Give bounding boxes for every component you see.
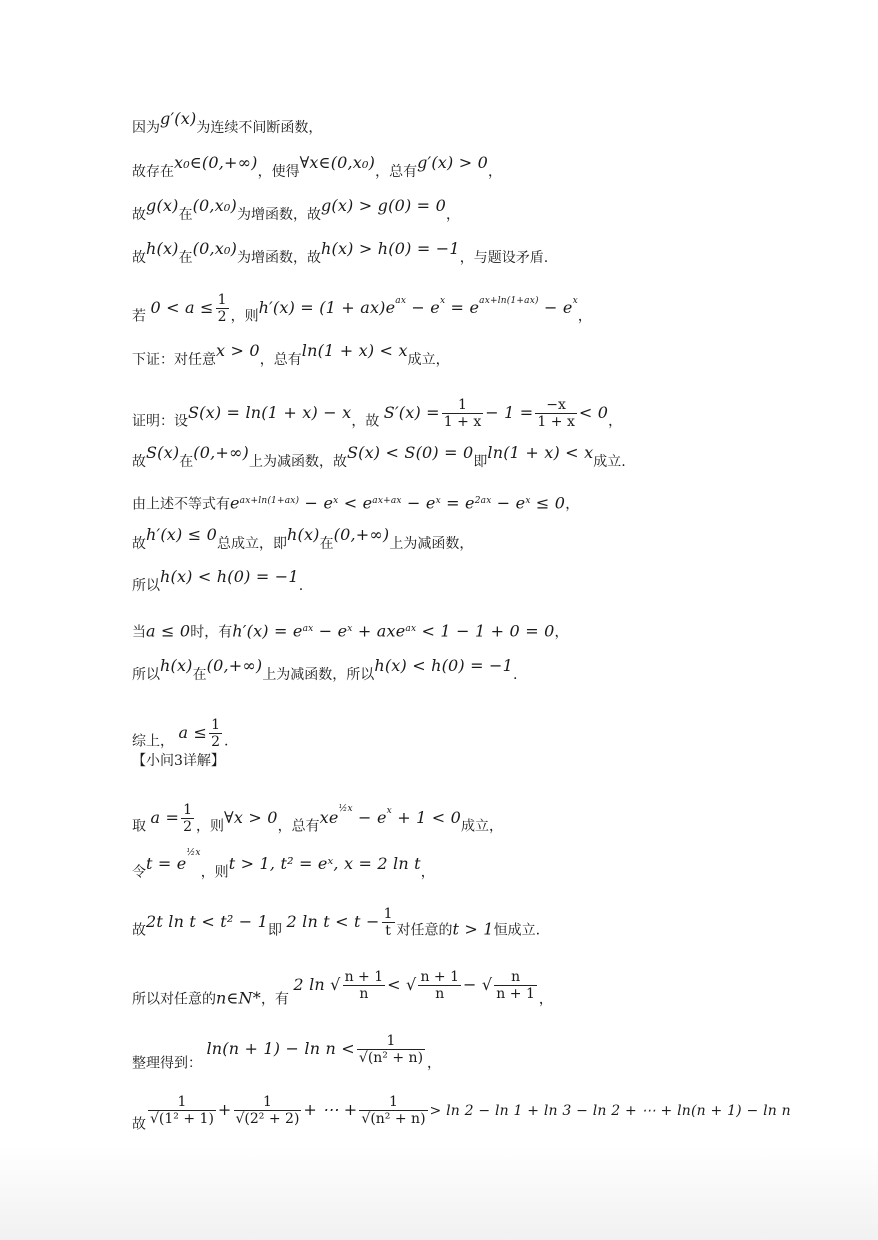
text: 在 xyxy=(192,667,207,683)
formula: − e xyxy=(491,493,526,513)
formula: + ⋯ + xyxy=(303,1099,358,1119)
text: 为增函数，故 xyxy=(237,250,322,266)
denominator: 2 xyxy=(183,819,193,835)
line-6 xyxy=(132,341,858,369)
text: ， xyxy=(554,624,569,641)
formula: x₀∈(0,+∞) xyxy=(174,153,258,172)
formula: − e xyxy=(313,621,348,641)
text: . xyxy=(224,733,229,750)
formula: S′(x) = xyxy=(383,402,440,422)
text: 成立， xyxy=(407,352,450,368)
exponent: x xyxy=(333,496,339,506)
denominator: n + 1 xyxy=(496,986,535,1002)
line-15 xyxy=(132,752,858,770)
formula: − e xyxy=(538,297,573,317)
exponent: x xyxy=(347,624,353,634)
line-2 xyxy=(132,153,858,181)
text: 在 xyxy=(178,250,193,266)
exponent: x xyxy=(386,805,392,816)
text: 若 xyxy=(132,308,146,325)
numerator: 1 xyxy=(217,292,227,308)
line-21 xyxy=(132,1094,858,1141)
fraction xyxy=(382,906,395,939)
formula: ∀x∈(0,x₀) xyxy=(299,153,376,172)
formula: < 1 − 1 + 0 = 0 xyxy=(416,621,555,641)
denominator: 2 xyxy=(211,734,221,750)
text: ， xyxy=(565,496,580,513)
text: ，则 xyxy=(230,308,259,325)
fraction xyxy=(442,397,483,430)
fraction xyxy=(357,1033,425,1066)
line-10 xyxy=(132,525,858,553)
formula: < 0 xyxy=(578,402,609,422)
text: 故 xyxy=(132,922,146,939)
line-1 xyxy=(132,109,858,137)
exponent: ax xyxy=(395,295,407,306)
formula: + 1 < 0 xyxy=(391,807,462,827)
text: ，使得 xyxy=(257,164,300,180)
text: ，则 xyxy=(196,818,225,835)
numerator: 1 xyxy=(442,397,483,414)
text: 上为减函数， xyxy=(389,536,474,552)
formula: − 1 = xyxy=(485,402,534,422)
text: ， xyxy=(420,864,435,881)
text: 令 xyxy=(132,864,146,881)
fraction xyxy=(359,1094,427,1127)
line-18 xyxy=(132,906,858,947)
formula: e xyxy=(230,493,240,513)
text: ， xyxy=(445,207,460,223)
text: 所以对任意的 xyxy=(132,991,216,1008)
text: 因为 xyxy=(132,120,160,136)
text: ， xyxy=(608,413,623,430)
text: ，则 xyxy=(200,864,229,881)
formula: a ≤ xyxy=(178,722,208,742)
formula: n∈N* xyxy=(216,988,261,1008)
text: 上为减函数，所以 xyxy=(262,667,375,683)
numerator: 1 xyxy=(234,1094,302,1111)
denominator: t xyxy=(385,923,391,939)
text: 整理得到： xyxy=(132,1055,202,1072)
fraction xyxy=(234,1094,302,1127)
formula: h(x) xyxy=(146,239,179,258)
formula: ln(1 + x) < x xyxy=(301,341,408,360)
formula: h(x) xyxy=(160,656,193,675)
fraction xyxy=(216,292,229,325)
numerator: n + 1 xyxy=(344,969,384,985)
text: 故 xyxy=(132,250,146,266)
formula: (0,x₀) xyxy=(192,196,237,215)
exponent: 2ax xyxy=(474,496,492,506)
formula: + axe xyxy=(352,621,406,641)
denominator: √(2² + 2) xyxy=(235,1111,300,1127)
formula: h′(x) ≤ 0 xyxy=(146,525,218,544)
text: ，有 xyxy=(260,991,289,1008)
line-9 xyxy=(132,492,858,514)
text: ， xyxy=(488,164,503,180)
text: 为增函数，故 xyxy=(236,207,321,223)
text: 由上述不等式有 xyxy=(132,496,230,513)
formula: − e xyxy=(406,297,440,317)
text: ，总有 xyxy=(277,818,320,835)
exponent: x xyxy=(439,295,446,306)
exponent: ax+ln(1+ax) xyxy=(239,496,300,506)
formula: a ≤ 0 xyxy=(146,621,191,641)
formula: (0,+∞) xyxy=(206,656,263,675)
formula: h(x) < h(0) = −1 xyxy=(374,656,514,675)
numerator: 1 xyxy=(148,1094,216,1111)
text: 当 xyxy=(132,624,146,641)
formula: (0,+∞) xyxy=(193,443,249,462)
exponent: x xyxy=(572,295,578,306)
text: ，总有 xyxy=(259,352,302,368)
denominator: n xyxy=(359,986,369,1002)
formula: h′(x) = (1 + ax)e xyxy=(258,297,396,317)
text: ， xyxy=(427,1055,442,1072)
text: 在 xyxy=(178,207,193,223)
exponent: ax+ax xyxy=(372,496,402,506)
fraction xyxy=(535,397,576,430)
page-bottom-shade xyxy=(0,1145,878,1240)
formula: S(x) < S(0) = 0 xyxy=(346,443,474,462)
text: 下证：对任意 xyxy=(132,352,216,368)
fraction xyxy=(209,717,222,750)
text: ， xyxy=(538,991,553,1008)
text: 取 xyxy=(132,818,146,835)
formula: = e xyxy=(440,493,475,513)
numerator: 1 xyxy=(383,906,393,922)
line-20 xyxy=(132,1033,858,1080)
formula: h(x) xyxy=(287,525,320,544)
line-12 xyxy=(132,620,858,642)
formula: t = e xyxy=(146,853,187,873)
fraction xyxy=(181,802,194,835)
formula: < e xyxy=(338,493,373,513)
fraction xyxy=(148,1094,216,1127)
formula: g(x) xyxy=(146,196,179,215)
numerator: 1 xyxy=(359,1094,427,1111)
formula: xe xyxy=(319,807,339,827)
numerator: 1 xyxy=(357,1033,425,1050)
text: 成立， xyxy=(461,818,504,835)
line-8 xyxy=(132,443,858,471)
formula: − e xyxy=(401,493,436,513)
text: 故 xyxy=(132,454,146,470)
formula: − e xyxy=(352,807,387,827)
text: ，与题设矛盾. xyxy=(459,250,549,266)
numerator: n xyxy=(494,969,537,986)
denominator: √(1² + 1) xyxy=(150,1111,214,1127)
formula: h(x) > h(0) = −1 xyxy=(321,239,460,258)
line-7 xyxy=(132,397,858,438)
formula: t > 1, t² = eˣ, x = 2 ln t xyxy=(228,853,421,873)
fraction xyxy=(343,969,386,1002)
numerator: 1 xyxy=(211,717,221,733)
text: 上为减函数，故 xyxy=(248,454,347,470)
formula: 2 ln t < t − xyxy=(286,911,380,931)
formula: > ln 2 − ln 1 + ln 3 − ln 2 + ⋯ + ln(n + 1) − ln n xyxy=(429,1102,791,1119)
formula: ln(n + 1) − ln n < xyxy=(206,1038,355,1058)
denominator: 1 + x xyxy=(443,414,482,430)
formula: − e xyxy=(299,493,334,513)
text: 时，有 xyxy=(190,624,233,641)
formula: − √ xyxy=(463,974,493,994)
text: 所以 xyxy=(132,667,160,683)
text: ，总有 xyxy=(375,164,418,180)
formula: (0,x₀) xyxy=(192,239,238,258)
text: 在 xyxy=(319,536,334,552)
line-11 xyxy=(132,567,858,595)
formula: g′(x) > 0 xyxy=(417,153,489,172)
denominator: 2 xyxy=(217,309,227,325)
formula: 0 < a ≤ xyxy=(150,297,214,317)
section-heading: 【小问3详解】 xyxy=(132,753,225,769)
exponent: x xyxy=(525,496,531,506)
formula: 2 ln √ xyxy=(293,974,341,994)
text: ，故 xyxy=(351,413,380,430)
denominator: √(n² + n) xyxy=(361,1111,426,1127)
line-13 xyxy=(132,656,858,684)
formula: ln(1 + x) < x xyxy=(487,443,594,462)
exponent: ½x xyxy=(186,848,201,858)
text: 成立. xyxy=(593,454,626,470)
fraction xyxy=(418,969,461,1002)
formula: h′(x) = e xyxy=(232,621,303,641)
line-4 xyxy=(132,239,858,267)
text: 综上， xyxy=(132,733,174,750)
formula: h(x) < h(0) = −1 xyxy=(160,567,299,586)
denominator: 1 + x xyxy=(537,414,575,430)
denominator: √(n² + n) xyxy=(358,1050,424,1066)
text: 即 xyxy=(268,922,283,939)
text: 即 xyxy=(473,454,488,470)
text: . xyxy=(298,578,304,594)
line-17 xyxy=(132,848,858,882)
exponent: ax xyxy=(405,624,417,634)
formula: + xyxy=(217,1099,232,1119)
line-5 xyxy=(132,292,858,333)
text: ， xyxy=(577,308,592,325)
exponent: x xyxy=(435,496,441,506)
text: 所以 xyxy=(132,578,160,594)
formula: ∀x > 0 xyxy=(224,807,278,827)
text: 故 xyxy=(132,1116,146,1133)
text: 对任意的 xyxy=(396,922,453,939)
text: 证明：设 xyxy=(132,413,188,430)
text: . xyxy=(513,667,518,683)
formula: 2t ln t < t² − 1 xyxy=(146,911,269,931)
text: 故 xyxy=(132,536,146,552)
numerator: 1 xyxy=(183,802,193,818)
text: 故 xyxy=(132,207,146,223)
exponent: ½x xyxy=(338,803,353,814)
line-3 xyxy=(132,196,858,224)
formula: t > 1 xyxy=(452,919,494,939)
formula: (0,+∞) xyxy=(333,525,390,544)
text: 总成立，即 xyxy=(217,536,288,552)
denominator: n xyxy=(435,986,445,1002)
text: 在 xyxy=(179,454,194,470)
line-19 xyxy=(132,969,858,1016)
formula: ≤ 0 xyxy=(530,493,566,513)
exponent: ax+ln(1+ax) xyxy=(479,295,539,306)
formula: g′(x) xyxy=(160,109,197,128)
numerator: −x xyxy=(535,397,576,414)
line-16 xyxy=(132,802,858,843)
formula: S(x) = ln(1 + x) − x xyxy=(188,402,352,422)
formula: x > 0 xyxy=(216,341,260,360)
formula: a = xyxy=(150,807,180,827)
exponent: ax xyxy=(302,624,314,634)
numerator: n + 1 xyxy=(420,969,459,985)
formula: S(x) xyxy=(146,443,180,462)
formula: = e xyxy=(445,297,480,317)
text: 为连续不间断函数， xyxy=(196,120,323,136)
text: 恒成立. xyxy=(493,922,541,939)
fraction xyxy=(494,969,537,1002)
text: 故存在 xyxy=(132,164,174,180)
formula: < √ xyxy=(387,974,417,994)
formula: g(x) > g(0) = 0 xyxy=(320,196,446,215)
